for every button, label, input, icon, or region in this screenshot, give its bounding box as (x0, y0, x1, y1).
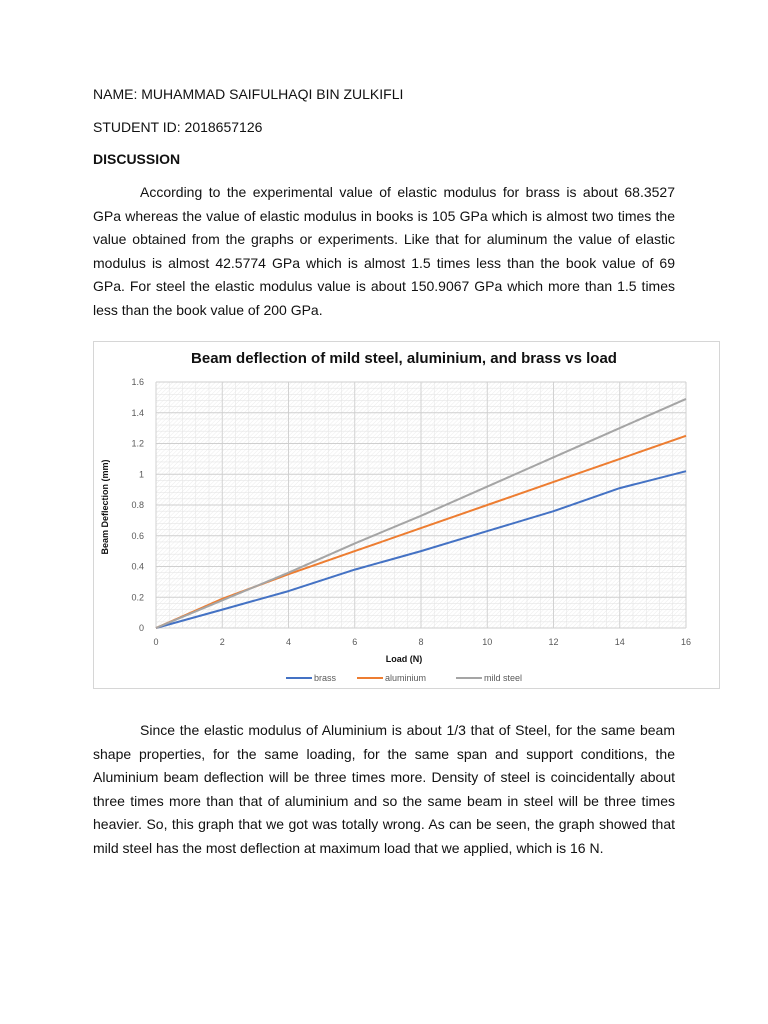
x-tick-label: 16 (680, 637, 692, 647)
student-name: NAME: MUHAMMAD SAIFULHAQI BIN ZULKIFLI (93, 86, 404, 102)
y-tick-label: 0.4 (131, 561, 144, 572)
chart-title: Beam deflection of mild steel, aluminium, and brass vs load (191, 350, 617, 367)
student-id: STUDENT ID: 2018657126 (93, 119, 263, 135)
y-axis-title: Beam Deflection (mm) (100, 459, 110, 555)
discussion-paragraph-1: According to the experimental value of elastic modulus for brass is about 68.3527 GPa whereas the value of elastic modulus in books is 105 GPa which is almost two times the value obtained from the graphs or experiments. Like that for aluminum the value of elastic modulus is almost 42.5774 GPa which is almost 1.5 times less than the book value of 69 GPa. For steel the elastic modulus value is about 150.9067 GPa which more than 1.5 times less than the book value of 200 GPa. (93, 184, 675, 318)
y-tick-label: 0.8 (131, 500, 144, 510)
legend-label-brass: brass (314, 673, 337, 683)
discussion-paragraph-2: Since the elastic modulus of Aluminium is about 1/3 that of Steel, for the same beam shape properties, for the same loading, for the same span and support conditions, the Aluminium beam deflection will be three times more. Density of steel is coincidentally about three times more than that of aluminium and so the same beam in steel will be three times heavier. So, this graph that we got was totally wrong. As can be seen, the graph showed that mild steel has the most deflection at maximum load that we applied, which is 16 N. (93, 722, 675, 856)
y-tick-label: 1.6 (131, 377, 144, 387)
y-tick-label: 1.2 (131, 438, 144, 449)
x-tick-label: 4 (285, 637, 292, 647)
x-tick-label: 2 (219, 637, 225, 647)
x-axis-title: Load (N) (385, 654, 423, 664)
y-tick-label: 1 (138, 469, 144, 480)
x-tick-label: 6 (352, 637, 358, 647)
chart-svg (94, 342, 719, 688)
x-tick-label: 8 (418, 637, 424, 647)
y-tick-label: 0.2 (131, 592, 144, 603)
deflection-chart (93, 341, 720, 689)
y-tick-label: 1.4 (131, 407, 144, 418)
x-tick-label: 0 (153, 637, 159, 647)
x-tick-label: 10 (482, 637, 493, 647)
legend-label-aluminium: aluminium (385, 673, 427, 683)
x-tick-label: 14 (614, 637, 625, 647)
legend-label-mild-steel: mild steel (484, 673, 523, 683)
discussion-heading: DISCUSSION (93, 151, 181, 167)
y-tick-label: 0.6 (131, 530, 144, 541)
x-tick-label: 12 (548, 637, 559, 647)
y-tick-label: 0 (138, 623, 144, 633)
